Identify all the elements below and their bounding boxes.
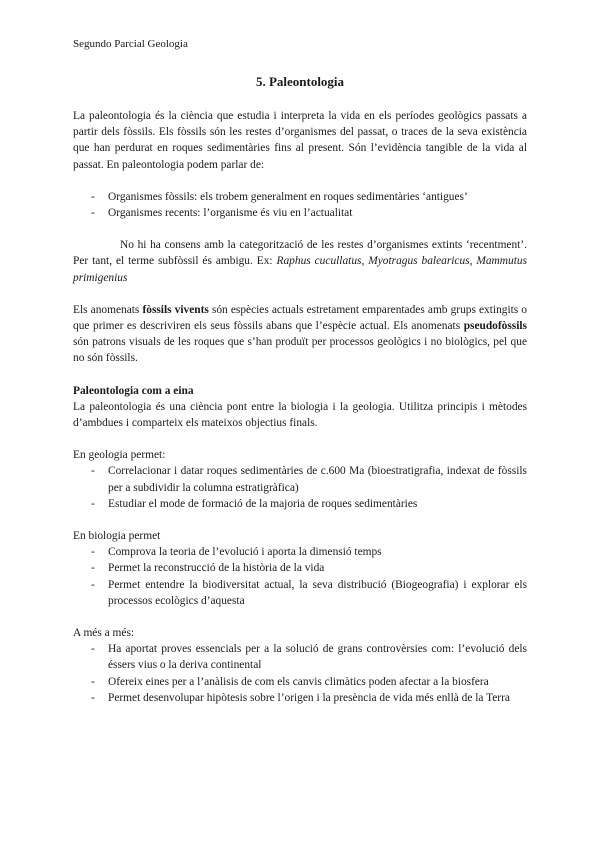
- consensus-text: No hi ha consens amb la categorització de les restes d’organismes extints ‘recentment’. Per tant, el terme subfòssil és ambigu. Ex:: [73, 239, 527, 268]
- list-item: - Ha aportat proves essencials per a la solució de grans controvèrsies com: l’evolució dels éssers vius o la deriva continental: [73, 641, 527, 673]
- section-title: 5. Paleontologia: [255, 74, 345, 89]
- consensus-paragraph: [73, 237, 527, 286]
- more-list: [73, 641, 527, 706]
- tool-heading: Paleontologia com a eina: [73, 384, 194, 397]
- list-item: - Estudiar el mode de formació de la majoria de roques sedimentàries: [73, 496, 527, 512]
- list-item: - Organismes recents: l’organisme és viu en l’actualitat: [73, 205, 527, 221]
- biology-list: [73, 544, 527, 609]
- list-item: - Correlacionar i datar roques sedimentàries de c.600 Ma (bioestratigrafia, indexat de fòssils per a subdividir la columna estratigràfica): [73, 463, 527, 495]
- intro-paragraph: La paleontologia és la ciència que estudia i interpreta la vida en els períodes geològics passats a partir dels fòssils. Els fòssils són les restes d’organismes del passat, o traces de la seva existència que han perdurat en roques sedimentàries fins al present. Són l’evidència tangible de la vida al passat. En paleontologia podem parlar de:: [73, 110, 527, 171]
- term-living-fossils: fòssils vivents: [142, 303, 209, 316]
- tool-paragraph: La paleontologia és una ciència pont entre la biologia i la geologia. Utilitza principis i mètodes d’ambdues i comparteix els mateixos objectius finals.: [73, 400, 527, 430]
- geology-list: [73, 463, 527, 512]
- biology-heading: En biologia permet: [73, 530, 161, 543]
- document-body: [73, 108, 527, 706]
- term-pseudofossils: pseudofòssils: [463, 320, 527, 333]
- geology-heading: En geologia permet:: [73, 449, 166, 462]
- list-item: - Ofereix eines per a l’anàlisis de com els canvis climàtics poden afectar a la biosfera: [73, 674, 527, 690]
- list-item: - Organismes fòssils: els trobem generalment en roques sedimentàries ‘antigues’: [73, 189, 527, 205]
- more-heading: A més a més:: [73, 627, 135, 640]
- list-item: - Permet entendre la biodiversitat actual, la seva distribució (Biogeografia) i explorar els processos ecològics d’aquesta: [73, 577, 527, 609]
- text-run: són espècies actuals estretament emparentades amb grups extingits o que primer es descriviren els seus fòssils abans que l’espècie actual. Els anomenats: [73, 303, 528, 333]
- list-item: - Permet desenvolupar hipòtesis sobre l’origen i la presència de vida més enllà de la Terra: [73, 690, 527, 706]
- page-header: Segundo Parcial Geologia: [73, 38, 188, 50]
- species-examples: Raphus cucullatus, Myotragus balearicus, Mammutus primigenius: [73, 255, 527, 284]
- list-item: - Comprova la teoria de l’evolució i aporta la dimensió temps: [73, 544, 527, 560]
- text-run: són patrons visuals de les roques que s’han produït per processos geològics i no biològics, pel que no són fòssils.: [73, 336, 527, 365]
- text-run: Els anomenats: [73, 303, 143, 316]
- organism-types-list: [73, 189, 527, 221]
- living-fossils-paragraph: [73, 302, 527, 367]
- list-item: - Permet la reconstrucció de la història de la vida: [73, 560, 527, 576]
